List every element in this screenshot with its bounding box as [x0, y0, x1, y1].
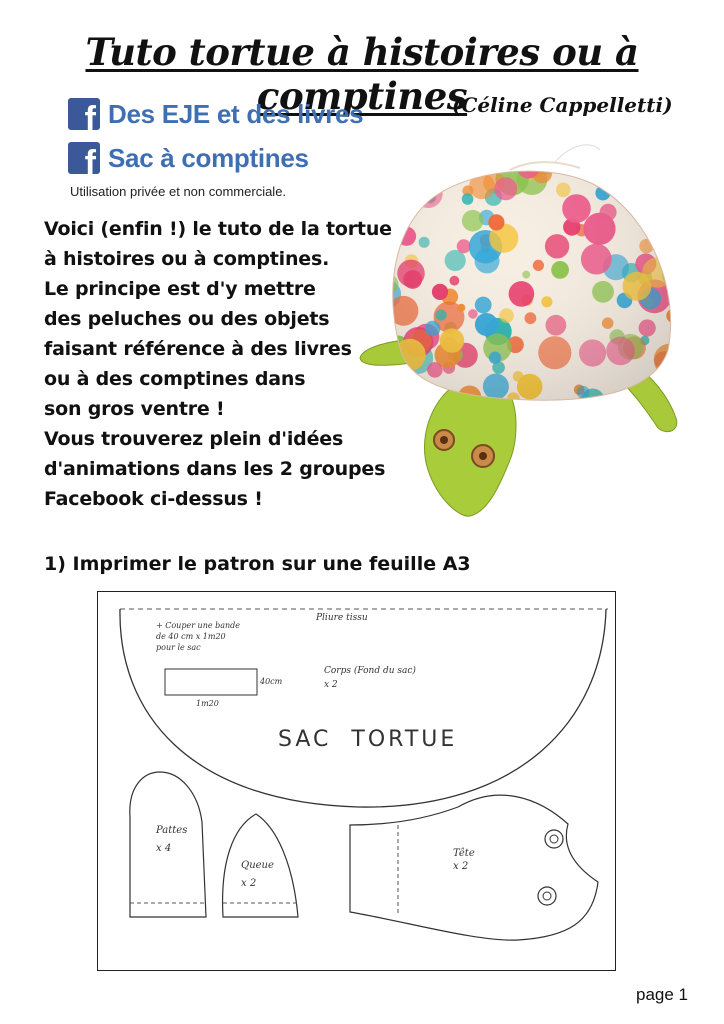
turtle-photo: [350, 140, 690, 525]
legs-label: Pattes x 4: [156, 825, 188, 854]
usage-note: Utilisation privée et non commerciale.: [70, 184, 287, 199]
strip-height-label: 40cm: [260, 677, 283, 686]
sewing-pattern: [97, 591, 616, 971]
body-note: Corps (Fond du sac) x 2: [324, 666, 416, 690]
page-number: page 1: [636, 985, 688, 1004]
facebook-group-link-1[interactable]: [68, 98, 363, 130]
page-title: Tuto tortue à histoires ou à comptines: [85, 30, 639, 118]
facebook-group-label[interactable]: Sac à comptines: [108, 142, 309, 173]
author-credit: (Céline Cappelletti): [452, 93, 673, 117]
facebook-icon: f: [68, 98, 100, 130]
step-1-heading: 1) Imprimer le patron sur une feuille A3: [44, 553, 471, 575]
intro-paragraph: Voici (enfin !) le tuto de la tortue à histoires ou à comptines. Le principe est d'y mettre des peluches ou des objets faisant référence à des livres ou à des comptines dans son gros ventre ! Vous trouverez plein d'idées d'animations dans les 2 groupes Facebook ci-dessus !: [44, 218, 392, 510]
facebook-group-link-2[interactable]: [68, 142, 309, 174]
facebook-group-label[interactable]: Des EJE et des livres: [108, 98, 364, 129]
facebook-icon: f: [68, 142, 100, 174]
strip-note: + Couper une bande de 40 cm x 1m20 pour le sac: [156, 621, 241, 652]
fold-label: Pliure tissu: [316, 613, 368, 623]
tail-label: Queue x 2: [241, 860, 274, 889]
pattern-main-label: SAC TORTUE: [278, 727, 458, 752]
head-label: Tête x 2: [453, 848, 475, 872]
strip-width-label: 1m20: [196, 699, 219, 708]
